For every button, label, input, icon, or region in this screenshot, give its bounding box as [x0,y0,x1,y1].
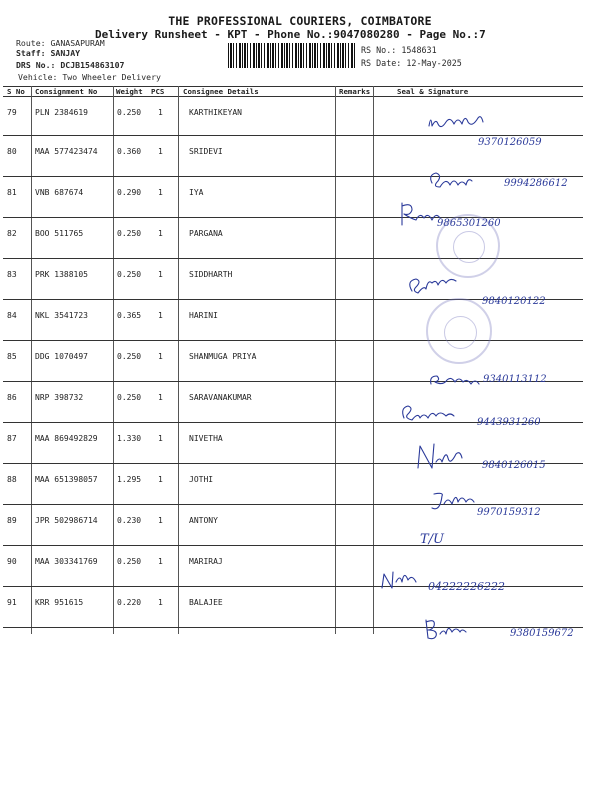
table-row [3,340,583,381]
cell-consignee: ANTONY [189,516,218,525]
col-header-consignee: Consignee Details [183,87,259,96]
cell-pcs: 1 [158,598,163,607]
cell-consignment: MAA 303341769 [35,557,98,566]
cell-consignee: SRIDEVI [189,147,223,156]
cell-consignment: MAA 869492829 [35,434,98,443]
cell-pcs: 1 [158,147,163,156]
cell-pcs: 1 [158,352,163,361]
route-label: Route: GANASAPURAM [16,38,105,48]
cell-sno: 88 [7,475,17,484]
cell-sno: 84 [7,311,17,320]
cell-pcs: 1 [158,434,163,443]
cell-sno: 81 [7,188,17,197]
handwritten-phone: 9370126059 [478,137,542,148]
cell-consignee: SIDDHARTH [189,270,233,279]
col-header-sno: S No [7,87,25,96]
handwritten-note: T/U [420,532,445,547]
cell-weight: 0.250 [117,557,142,566]
cell-sno: 90 [7,557,17,566]
cell-consignee: NIVETHA [189,434,223,443]
staff-label: Staff: SANJAY [16,48,81,58]
rs-date: RS Date: 12-May-2025 [361,58,462,68]
handwritten-phone: 9970159312 [477,507,541,518]
cell-consignment: PRK 1388105 [35,270,88,279]
cell-weight: 0.250 [117,270,142,279]
seal-stamp [426,298,492,364]
cell-sno: 89 [7,516,17,525]
cell-sno: 87 [7,434,17,443]
cell-pcs: 1 [158,311,163,320]
handwritten-phone: 9994286612 [504,178,568,189]
row-rule [3,627,583,628]
handwritten-phone: 04222226222 [428,580,505,593]
cell-consignee: PARGANA [189,229,223,238]
cell-consignment: MAA 651398057 [35,475,98,484]
handwritten-phone: 9380159672 [510,628,574,639]
seal-stamp [436,214,500,278]
cell-consignee: KARTHIKEYAN [189,108,242,117]
table-row [3,299,583,340]
vehicle-label: Vehicle: Two Wheeler Delivery [18,72,161,82]
cell-sno: 79 [7,108,17,117]
cell-weight: 1.330 [117,434,142,443]
handwritten-phone: 9840126015 [482,460,546,471]
cell-consignee: SARAVANAKUMAR [189,393,252,402]
cell-weight: 0.365 [117,311,142,320]
table-row [3,258,583,299]
cell-consignee: SHANMUGA PRIYA [189,352,257,361]
cell-sno: 85 [7,352,17,361]
runsheet-title: Delivery Runsheet - KPT - Phone No.:9047080280 - Page No.:7 [95,28,486,41]
cell-consignment: DDG 1070497 [35,352,88,361]
cell-weight: 0.250 [117,393,142,402]
cell-consignment: VNB 687674 [35,188,84,197]
cell-consignee: HARINI [189,311,218,320]
cell-weight: 0.220 [117,598,142,607]
cell-pcs: 1 [158,475,163,484]
cell-pcs: 1 [158,270,163,279]
runsheet-table [3,86,583,634]
cell-sno: 80 [7,147,17,156]
table-row [3,463,583,504]
cell-sno: 83 [7,270,17,279]
cell-consignee: BALAJEE [189,598,223,607]
cell-weight: 0.230 [117,516,142,525]
handwritten-phone: 9865301260 [437,218,501,229]
cell-consignment: KRR 951615 [35,598,84,607]
cell-pcs: 1 [158,229,163,238]
cell-weight: 0.250 [117,108,142,117]
table-row [3,545,583,586]
cell-consignment: PLN 2384619 [35,108,88,117]
cell-consignment: JPR 502986714 [35,516,98,525]
cell-consignment: BOO 511765 [35,229,84,238]
cell-pcs: 1 [158,516,163,525]
company-title: THE PROFESSIONAL COURIERS, COIMBATORE [168,14,432,28]
cell-consignment: MAA 577423474 [35,147,98,156]
handwritten-phone: 9443931260 [477,417,541,428]
cell-pcs: 1 [158,188,163,197]
col-header-seal: Seal & Signature [397,87,469,96]
cell-weight: 0.250 [117,352,142,361]
col-header-weight: Weight [116,87,143,96]
cell-consignee: MARIRAJ [189,557,223,566]
cell-consignment: NRP 398732 [35,393,84,402]
cell-consignment: NKL 3541723 [35,311,88,320]
cell-weight: 0.290 [117,188,142,197]
handwritten-phone: 9340113112 [483,374,547,385]
rs-number: RS No.: 1548631 [361,45,437,55]
table-row [3,504,583,545]
cell-consignee: JOTHI [189,475,214,484]
table-row [3,176,583,217]
table-row [3,422,583,463]
cell-sno: 91 [7,598,17,607]
cell-pcs: 1 [158,393,163,402]
cell-sno: 82 [7,229,17,238]
cell-sno: 86 [7,393,17,402]
cell-weight: 0.250 [117,229,142,238]
col-header-pcs: PCS [151,87,165,96]
cell-consignee: IYA [189,188,204,197]
barcode [228,43,356,68]
drs-number: DRS No.: DCJB154863107 [16,60,125,70]
cell-weight: 1.295 [117,475,142,484]
table-row [3,381,583,422]
table-row [3,586,583,627]
table-row [3,96,583,137]
col-header-remarks: Remarks [339,87,371,96]
handwritten-phone: 9840120122 [482,296,546,307]
cell-pcs: 1 [158,557,163,566]
col-header-consignment: Consignment No [35,87,98,96]
table-row [3,135,583,176]
cell-pcs: 1 [158,108,163,117]
cell-weight: 0.360 [117,147,142,156]
